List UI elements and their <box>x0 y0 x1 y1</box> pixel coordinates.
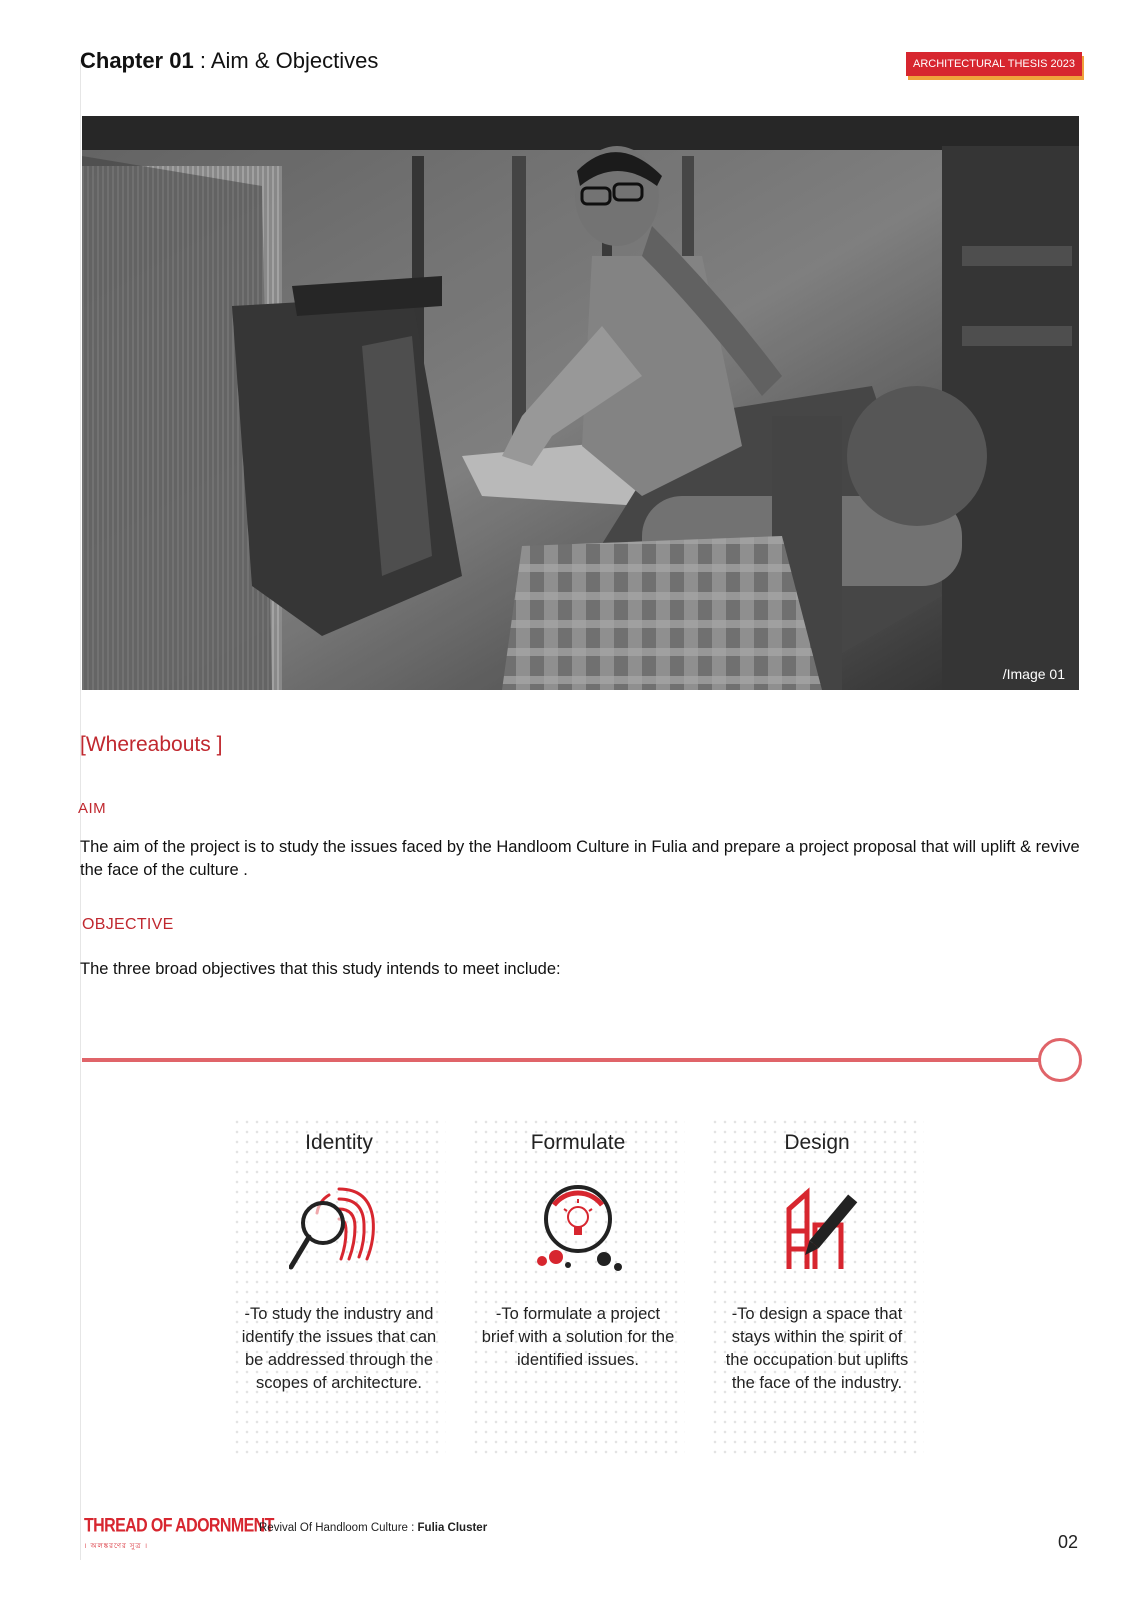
footer-subtitle-text: Revival Of Handloom Culture : <box>259 1522 418 1534</box>
aim-heading: AIM <box>78 800 107 817</box>
timeline-line <box>82 1058 1042 1062</box>
objective-title: Design <box>784 1131 850 1154</box>
image-caption: /Image 01 <box>1002 666 1065 682</box>
objective-card-formulate <box>471 1117 685 1457</box>
footer-subtitle <box>259 1522 487 1534</box>
thesis-tag <box>906 52 1086 80</box>
page-number: 02 <box>1058 1532 1079 1552</box>
building-pencil-icon <box>767 1179 867 1279</box>
chapter-heading <box>80 48 378 74</box>
section-heading: [Whereabouts ] <box>80 733 223 756</box>
objective-paragraph: The three broad objectives that this study intends to meet include: <box>80 960 561 978</box>
objective-title: Identity <box>305 1131 373 1154</box>
chapter-title: : Aim & Objectives <box>193 48 379 73</box>
thesis-tag-label: ARCHITECTURAL THESIS 2023 <box>906 52 1082 76</box>
brand-logo-text: THREAD OF ADORNMENT <box>84 1516 274 1537</box>
objective-heading: OBJECTIVE <box>82 916 174 933</box>
objective-card-design <box>710 1117 924 1457</box>
weaver-at-loom-illustration <box>82 116 1079 690</box>
objective-description: -To study the industry and identify the issues that can be addressed through the scopes of architecture. <box>241 1305 437 1392</box>
brand-subtitle: । অলঙ্করণের সুত্র । <box>84 1543 149 1550</box>
fingerprint-magnifier-icon <box>289 1179 389 1279</box>
aim-paragraph: The aim of the project is to study the issues faced by the Handloom Culture in Fulia and prepare a project proposal that will uplift & revive the face of the culture . <box>80 838 1080 879</box>
objective-title: Formulate <box>530 1131 626 1154</box>
objective-description: -To formulate a project brief with a solution for the identified issues. <box>481 1305 675 1369</box>
weaver-photo <box>82 116 1079 690</box>
objective-description: -To design a space that stays within the spirit of the occupation but uplifts the face of the industry. <box>725 1305 909 1392</box>
footer-subtitle-bold: Fulia Cluster <box>417 1522 488 1534</box>
objective-card-identity <box>232 1117 446 1457</box>
chapter-label: Chapter 01 <box>80 48 194 73</box>
timeline-end-circle <box>1038 1038 1082 1082</box>
lightbulb-thought-icon <box>528 1179 628 1279</box>
